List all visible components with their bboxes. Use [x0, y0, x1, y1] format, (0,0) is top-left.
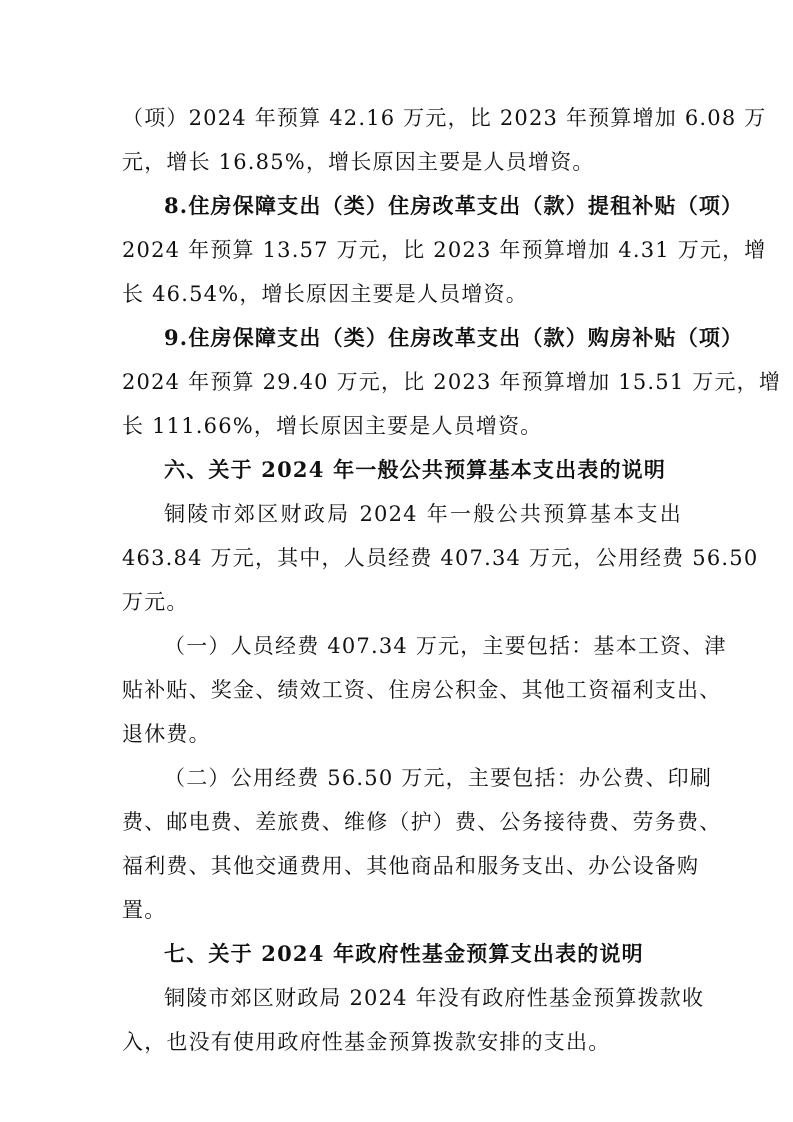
text-line: 贴补贴、奖金、绩效工资、住房公积金、其他工资福利支出、 [122, 678, 722, 702]
text-line: 463.84 万元，其中，人员经费 407.34 万元，公用经费 56.50 [122, 546, 759, 570]
text-line: 福利费、其他交通费用、其他商品和服务支出、办公设备购 [122, 854, 700, 878]
section-heading-six: 六、关于 2024 年一般公共预算基本支出表的说明 [164, 457, 667, 482]
text-line: 长 111.66%，增长原因主要是人员增资。 [122, 414, 543, 438]
text-line: 铜陵市郊区财政局 2024 年没有政府性基金预算拨款收 [164, 986, 705, 1010]
text-line: 长 46.54%，增长原因主要是人员增资。 [122, 282, 528, 306]
text-line: （二）公用经费 56.50 万元，主要包括：办公费、印刷 [164, 766, 713, 790]
text-line: 置。 [122, 898, 167, 922]
item-heading-housing-purchase-subsidy: 9.住房保障支出（类）住房改革支出（款）购房补贴（项） [164, 325, 744, 350]
text-line: 2024 年预算 13.57 万元，比 2023 年预算增加 4.31 万元，增 [122, 238, 767, 262]
text-line: 铜陵市郊区财政局 2024 年一般公共预算基本支出 [164, 502, 682, 526]
text-line: 入，也没有使用政府性基金预算拨款安排的支出。 [122, 1030, 611, 1054]
text-line: 退休费。 [122, 722, 211, 746]
text-line: 费、邮电费、差旅费、维修（护）费、公务接待费、劳务费、 [122, 810, 722, 834]
item-heading-housing-rent-subsidy: 8.住房保障支出（类）住房改革支出（款）提租补贴（项） [164, 193, 744, 218]
text-line: 2024 年预算 29.40 万元，比 2023 年预算增加 15.51 万元，增 [122, 370, 782, 394]
text-line: 万元。 [122, 590, 189, 614]
text-line: （一）人员经费 407.34 万元，主要包括：基本工资、津 [164, 634, 727, 658]
section-heading-seven: 七、关于 2024 年政府性基金预算支出表的说明 [164, 941, 644, 966]
text-line: （项）2024 年预算 42.16 万元，比 2023 年预算增加 6.08 万 [122, 106, 767, 130]
text-line: 元，增长 16.85%，增长原因主要是人员增资。 [122, 150, 595, 174]
